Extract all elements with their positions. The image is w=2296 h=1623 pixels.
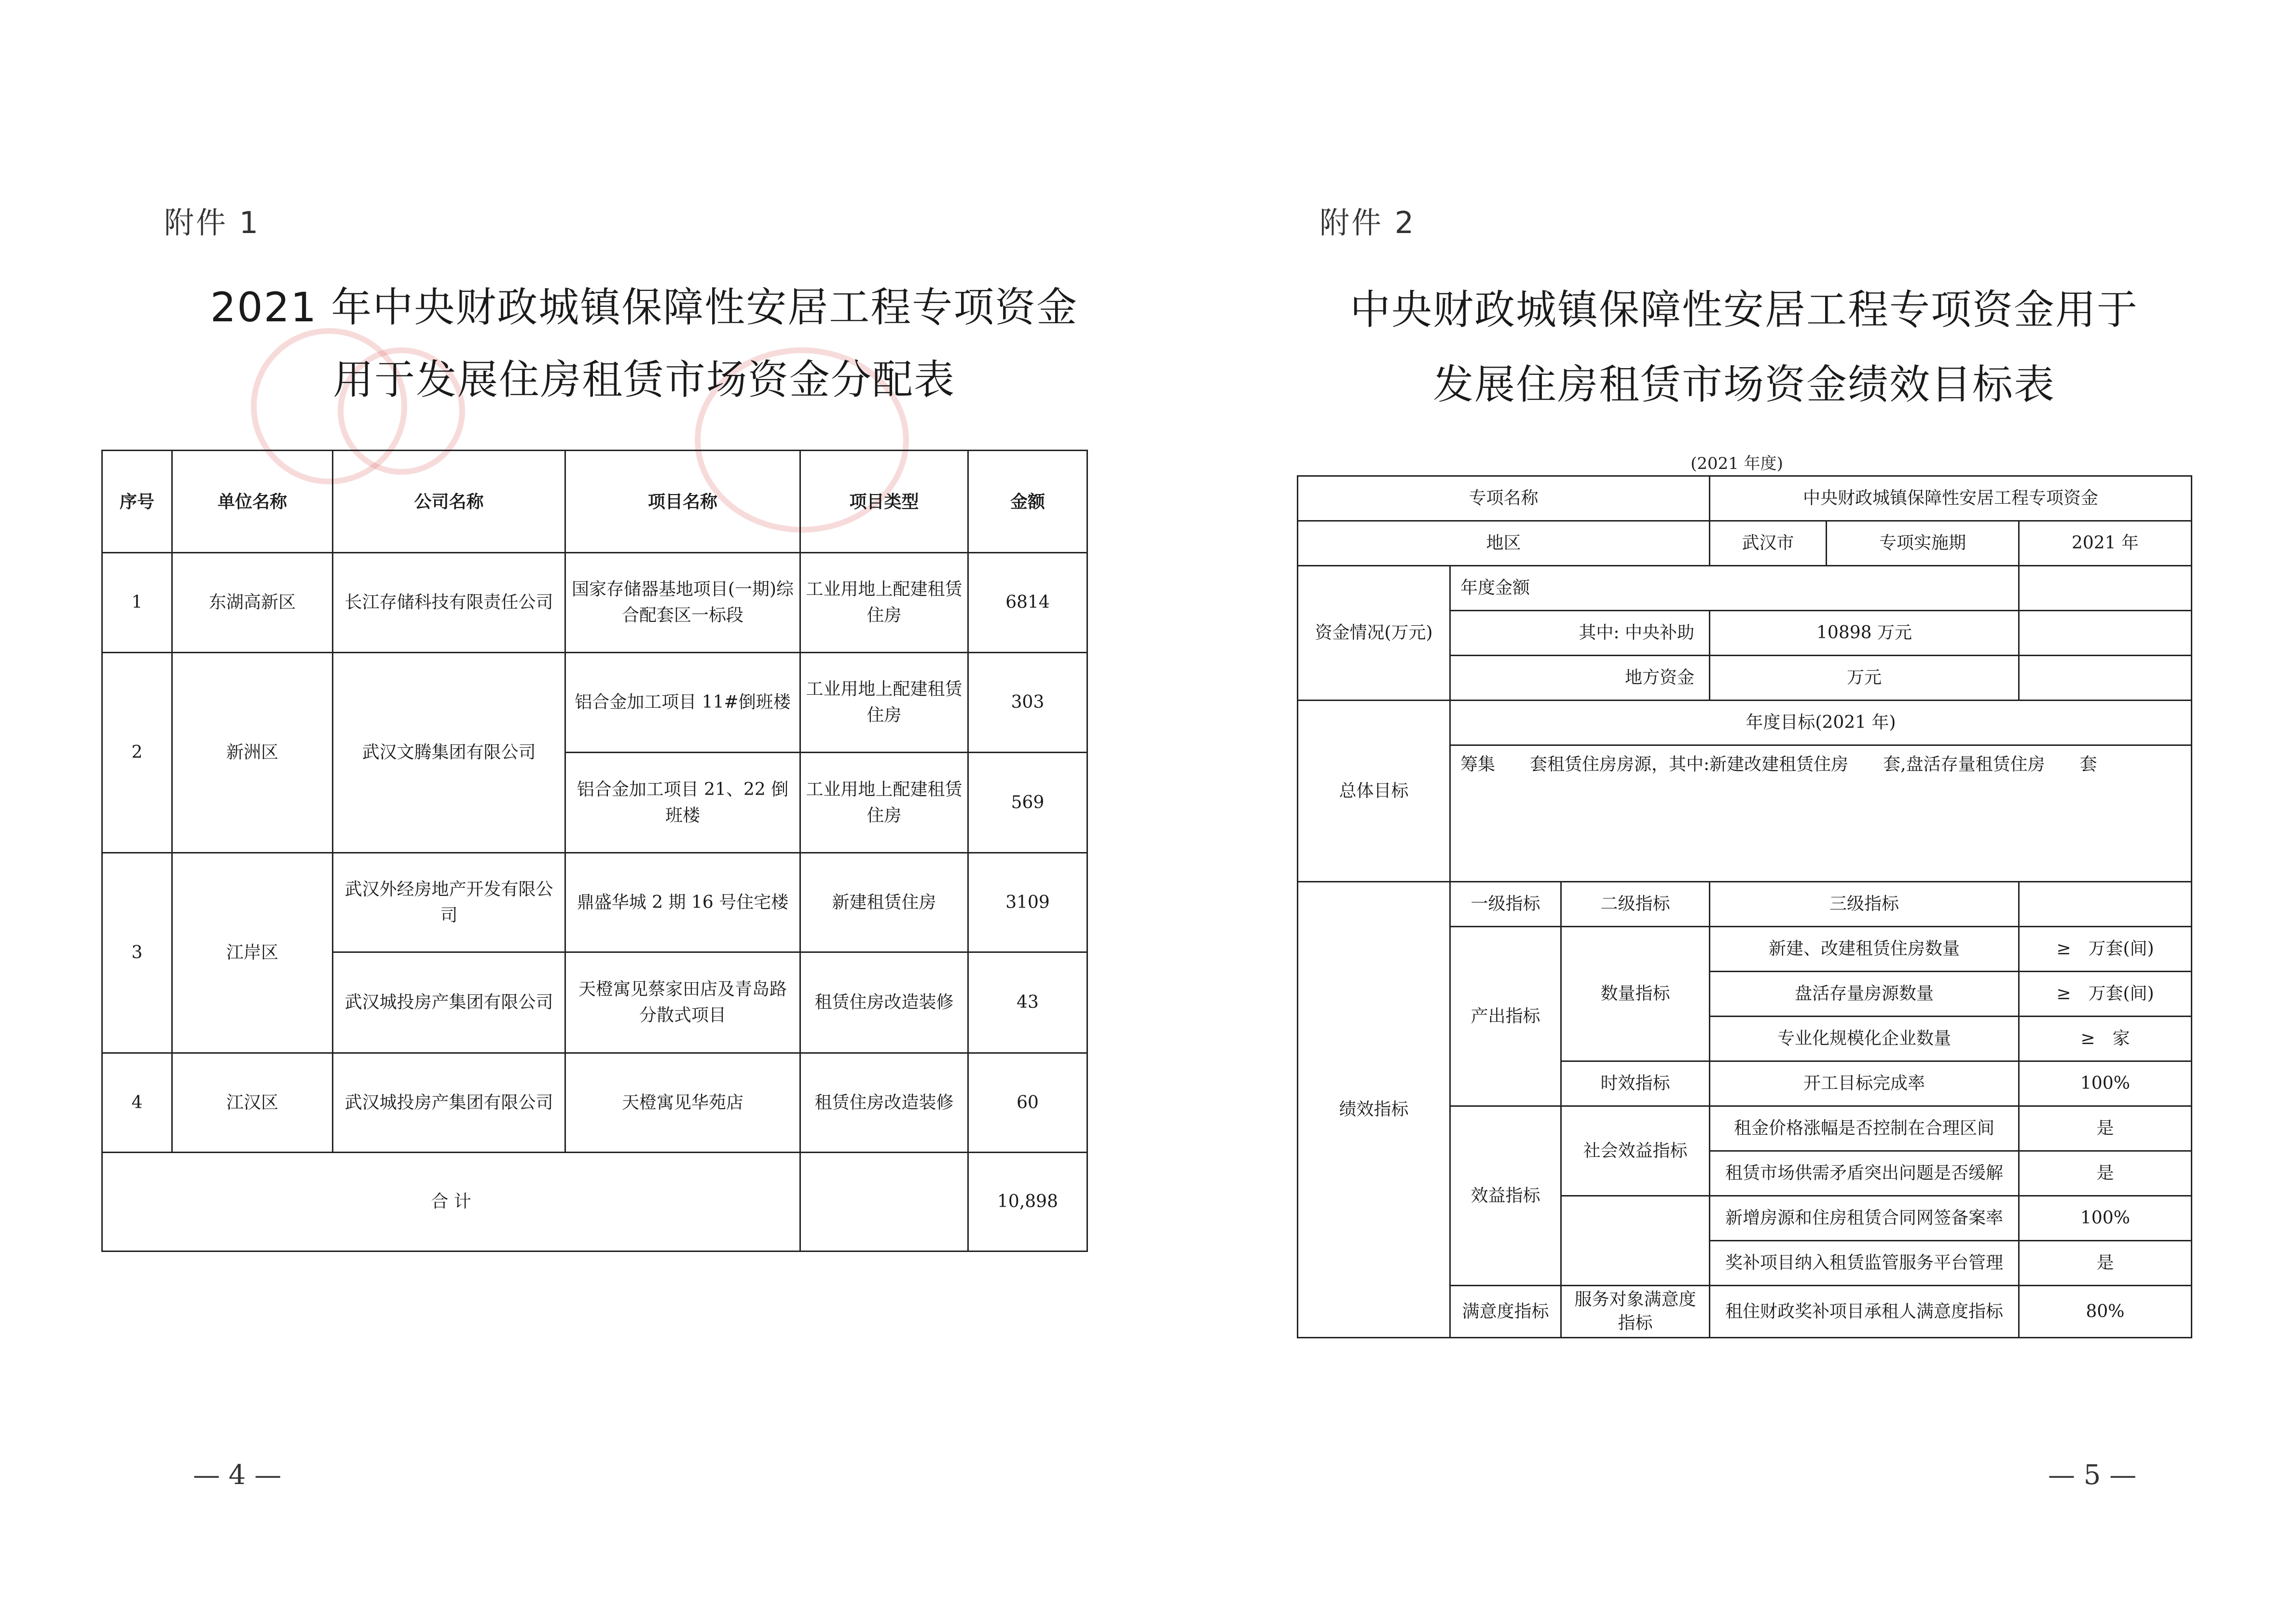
- row-project: 铝合金加工项目 11#倒班楼: [565, 653, 800, 753]
- indicator-name: 专业化规模化企业数量: [1710, 1017, 2019, 1061]
- row-type: 工业用地上配建租赁住房: [800, 653, 968, 753]
- header-unit: 单位名称: [172, 451, 333, 553]
- project-name-label: 专项名称: [1298, 476, 1710, 521]
- row-amount: 3109: [968, 853, 1087, 952]
- page-title-line1: 2021 年中央财政城镇保障性安居工程专项资金: [210, 284, 1078, 331]
- row-no: 3: [102, 853, 172, 1053]
- indicator-name: 租住财政奖补项目承租人满意度指标: [1710, 1286, 2019, 1338]
- attachment-label: 附件 1: [164, 205, 261, 240]
- row-company: 武汉外经房地产开发有限公司: [333, 853, 565, 952]
- row-no: 2: [102, 653, 172, 853]
- allocation-table: [101, 450, 1088, 1252]
- row-type: 租赁住房改造装修: [800, 952, 968, 1053]
- table-row: [102, 1053, 1087, 1153]
- indicator-name: 新建、改建租赁住房数量: [1710, 927, 2019, 972]
- row-project: 天橙寓见华苑店: [565, 1053, 800, 1153]
- region-label: 地区: [1298, 521, 1710, 566]
- indicator-value: 100%: [2019, 1061, 2192, 1106]
- fund-label: 资金情况(万元): [1298, 566, 1450, 701]
- indicator-name: 新增房源和住房租赁合同网签备案率: [1710, 1196, 2019, 1241]
- table-row: [102, 653, 1087, 753]
- period-value: 2021 年: [2019, 521, 2192, 566]
- central-extra: [2019, 611, 2192, 656]
- level2-label: 二级指标: [1561, 882, 1710, 927]
- header-no: 序号: [102, 451, 172, 553]
- page-title-line2: 发展住房租赁市场资金绩效目标表: [1432, 361, 2055, 408]
- total-type-empty: [800, 1153, 968, 1252]
- output-label: 产出指标: [1450, 927, 1561, 1106]
- total-row: [102, 1153, 1087, 1252]
- page-title-line2: 用于发展住房租赁市场资金分配表: [332, 356, 955, 403]
- service-label: 服务对象满意度指标: [1561, 1286, 1710, 1338]
- indicator-value: 是: [2019, 1151, 2192, 1196]
- row-type: 租赁住房改造装修: [800, 1053, 968, 1153]
- timeliness-label: 时效指标: [1561, 1061, 1710, 1106]
- indicator-value: 100%: [2019, 1196, 2192, 1241]
- row-company: 武汉城投房产集团有限公司: [333, 1053, 565, 1153]
- row-amount: 6814: [968, 553, 1087, 653]
- satisfaction-label: 满意度指标: [1450, 1286, 1561, 1338]
- row-type: 工业用地上配建租赁住房: [800, 753, 968, 853]
- page-number: — 5 —: [2048, 1459, 2137, 1491]
- level-value-empty: [2019, 882, 2192, 927]
- local-extra: [2019, 656, 2192, 701]
- annual-amount-label: 年度金额: [1450, 566, 2019, 611]
- central-value: 10898 万元: [1710, 611, 2019, 656]
- row-company: 长江存储科技有限责任公司: [333, 553, 565, 653]
- social-label: 社会效益指标: [1561, 1106, 1710, 1196]
- row-project: 鼎盛华城 2 期 16 号住宅楼: [565, 853, 800, 952]
- indicator-value: ≥ 家: [2019, 1017, 2192, 1061]
- indicator-name: 盘活存量房源数量: [1710, 972, 2019, 1017]
- annual-target-text: 筹集 套租赁住房房源，其中:新建改建租赁住房 套,盘活存量租赁住房 套: [1450, 745, 2192, 882]
- page-number: — 4 —: [193, 1459, 282, 1491]
- project-name-value: 中央财政城镇保障性安居工程专项资金: [1710, 476, 2192, 521]
- level3-label: 三级指标: [1710, 882, 2019, 927]
- indicator-name: 租赁市场供需矛盾突出问题是否缓解: [1710, 1151, 2019, 1196]
- quantity-label: 数量指标: [1561, 927, 1710, 1061]
- row-amount: 569: [968, 753, 1087, 853]
- row-unit: 东湖高新区: [172, 553, 333, 653]
- attachment-label: 附件 2: [1320, 205, 1416, 240]
- annual-target-label: 年度目标(2021 年): [1450, 701, 2192, 745]
- indicator-value: 是: [2019, 1241, 2192, 1286]
- indicator-value: 是: [2019, 1106, 2192, 1151]
- row-project: 天橙寓见蔡家田店及青岛路分散式项目: [565, 952, 800, 1053]
- table-row: [102, 553, 1087, 653]
- row-amount: 43: [968, 952, 1087, 1053]
- overall-label: 总体目标: [1298, 701, 1450, 882]
- table-row: [102, 853, 1087, 952]
- period-label: 专项实施期: [1827, 521, 2019, 566]
- header-amount: 金额: [968, 451, 1087, 553]
- indicator-name: 奖补项目纳入租赁监管服务平台管理: [1710, 1241, 2019, 1286]
- row-no: 4: [102, 1053, 172, 1153]
- year-note: (2021 年度): [1691, 454, 1783, 473]
- local-label: 地方资金: [1450, 656, 1710, 701]
- table-header-row: [102, 451, 1087, 553]
- benefit-label: 效益指标: [1450, 1106, 1561, 1286]
- row-no: 1: [102, 553, 172, 653]
- total-amount: 10,898: [968, 1153, 1087, 1252]
- level2-empty: [1561, 1196, 1710, 1286]
- performance-table: [1297, 475, 2192, 1338]
- annual-amount-value: [2019, 566, 2192, 611]
- row-type: 新建租赁住房: [800, 853, 968, 952]
- row-type: 工业用地上配建租赁住房: [800, 553, 968, 653]
- row-amount: 60: [968, 1053, 1087, 1153]
- total-label: 合 计: [102, 1153, 800, 1252]
- page-title-line1: 中央财政城镇保障性安居工程专项资金用于: [1349, 286, 2138, 333]
- row-unit: 江汉区: [172, 1053, 333, 1153]
- local-value: 万元: [1710, 656, 2019, 701]
- header-type: 项目类型: [800, 451, 968, 553]
- indicator-value: 80%: [2019, 1286, 2192, 1338]
- level1-label: 一级指标: [1450, 882, 1561, 927]
- indicator-name: 开工目标完成率: [1710, 1061, 2019, 1106]
- row-company: 武汉文腾集团有限公司: [333, 653, 565, 853]
- row-amount: 303: [968, 653, 1087, 753]
- region-value: 武汉市: [1710, 521, 1827, 566]
- row-project: 国家存储器基地项目(一期)综合配套区一标段: [565, 553, 800, 653]
- header-company: 公司名称: [333, 451, 565, 553]
- indicator-name: 租金价格涨幅是否控制在合理区间: [1710, 1106, 2019, 1151]
- perf-label: 绩效指标: [1298, 882, 1450, 1338]
- row-company: 武汉城投房产集团有限公司: [333, 952, 565, 1053]
- central-label: 其中: 中央补助: [1450, 611, 1710, 656]
- row-unit: 江岸区: [172, 853, 333, 1053]
- row-project: 铝合金加工项目 21、22 倒班楼: [565, 753, 800, 853]
- row-unit: 新洲区: [172, 653, 333, 853]
- indicator-value: ≥ 万套(间): [2019, 972, 2192, 1017]
- indicator-value: ≥ 万套(间): [2019, 927, 2192, 972]
- header-project: 项目名称: [565, 451, 800, 553]
